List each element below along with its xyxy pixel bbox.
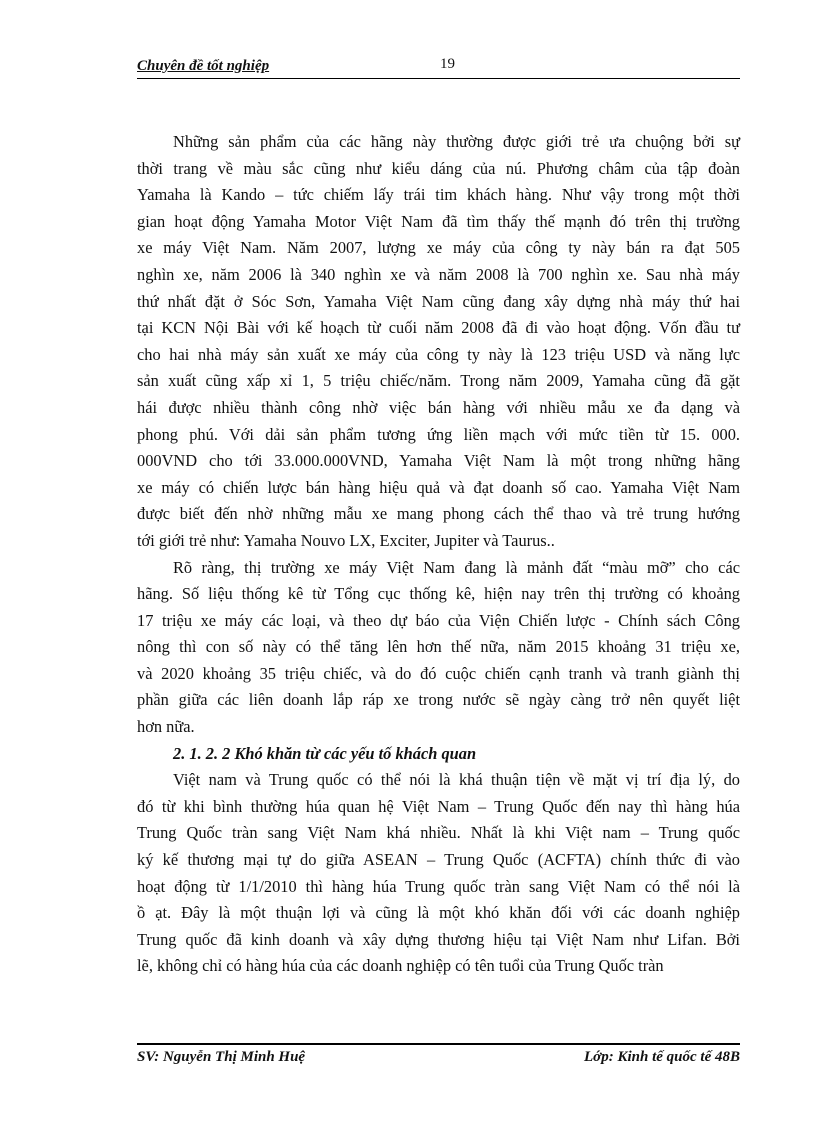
paragraph-china (137, 767, 740, 980)
header-rule (137, 78, 740, 79)
text-line: được biết đến nhờ những mẫu xe mang phong cách thể thao và trẻ trung hướng (137, 504, 740, 524)
text-line: hoạt động từ 1/1/2010 thì hàng húa Trung quốc tràn sang Việt Nam có thể nói là (137, 876, 740, 896)
page-header (137, 58, 740, 78)
text-line: thứ nhất đặt ở Sóc Sơn, Yamaha Việt Nam cũng đang xây dựng nhà máy thứ hai (137, 291, 740, 311)
paragraph-yamaha (137, 129, 740, 555)
section-heading (137, 741, 740, 768)
text-line: tại KCN Nội Bài với kế hoạch từ cuối năm 2008 đã đi vào hoạt động. Vốn đầu tư (137, 318, 740, 338)
text-line: cho hai nhà máy sản xuất xe máy của công ty này là 123 triệu USD và năng lực (137, 344, 740, 364)
text-line: đó từ khi bình thường húa quan hệ Việt Nam – Trung Quốc đến nay thì hàng húa (137, 796, 740, 816)
text-line: thời trang về màu sắc cũng như kiểu dáng của nú. Phương châm của tập đoàn (137, 158, 740, 178)
text-line: ký kế thương mại tự do giữa ASEAN – Trung Quốc (ACFTA) chính thức đi vào (137, 850, 740, 870)
document-body (137, 129, 740, 980)
text-line: Những sản phẩm của các hãng này thường được giới trẻ ưa chuộng bởi sự (173, 132, 740, 151)
text-line: và 2020 khoảng 35 triệu chiếc, và do đó cuộc chiến cạnh tranh và tranh giành thị (137, 663, 740, 683)
paragraph-market (137, 555, 740, 741)
text-line: Việt nam và Trung quốc có thể nói là khá thuận tiện về mặt vị trí địa lý, do (173, 770, 740, 790)
text-line: xe máy có chiến lược bán hàng hiệu quả và đạt doanh số cao. Yamaha Việt Nam (137, 477, 740, 497)
text-line: hái được nhiều thành công nhờ việc bán hàng với nhiều mẫu xe đa dạng và (137, 397, 740, 417)
text-line: phần giữa các liên doanh lắp ráp xe trong nước sẽ ngày càng trở nên quyết liệt (137, 690, 740, 710)
text-line: Trung Quốc tràn sang Việt Nam khá nhiều. Nhất là khi Việt nam – Trung quốc (137, 823, 740, 843)
text-line: phong phú. Với dải sản phẩm tương ứng liền mạch với mức tiền từ 15. 000. (137, 424, 740, 444)
text-line: lẽ, không chỉ có hàng húa của các doanh nghiệp có tên tuổi của Trung Quốc tràn (137, 956, 664, 976)
footer-class: Lớp: Kinh tế quốc tế 48B (584, 1049, 740, 1065)
document-title: Chuyên đề tốt nghiệp (137, 58, 270, 74)
text-line: hãng. Số liệu thống kê từ Tổng cục thống kê, hiện nay trên thị trường có khoảng (137, 584, 740, 604)
text-line: sản xuất cũng xấp xỉ 1, 5 triệu chiếc/năm. Trong năm 2009, Yamaha cũng đã gặt (137, 371, 740, 391)
text-line: tới giới trẻ như: Yamaha Nouvo LX, Exciter, Jupiter và Taurus.. (137, 530, 555, 550)
text-line: Rõ ràng, thị trường xe máy Việt Nam đang là mảnh đất “màu mỡ” cho các (173, 557, 740, 577)
text-line: xe máy Việt Nam. Năm 2007, lượng xe máy của công ty này bán ra đạt 505 (137, 238, 740, 258)
text-line: Trung quốc đã kinh doanh và xây dựng thương hiệu tại Việt Nam như Lifan. Bởi (137, 929, 740, 949)
text-line: 17 triệu xe máy các loại, và theo dự báo của Viện Chiến lược - Chính sách Công (137, 610, 740, 630)
page-number: 19 (440, 56, 455, 72)
footer-student: SV: Nguyễn Thị Minh Huệ (137, 1049, 306, 1065)
text-line: 000VND cho tới 33.000.000VND, Yamaha Việt Nam là một trong những hãng (137, 451, 740, 471)
text-line: hơn nữa. (137, 717, 195, 737)
text-line: gian hoạt động Yamaha Motor Việt Nam đã tìm thấy thế mạnh đó trên thị trường (137, 211, 740, 231)
footer-rule (137, 1043, 740, 1045)
text-line: nông thì con số này có thể tăng lên hơn thế nữa, năm 2015 khoảng 31 triệu xe, (137, 637, 740, 657)
text-line: Yamaha là Kando – tức chiếm lấy trái tim khách hàng. Như vậy trong một thời (137, 185, 740, 205)
section-heading-text: 2. 1. 2. 2 Khó khăn từ các yếu tố khách quan (173, 743, 477, 763)
text-line: ồ ạt. Đây là một thuận lợi và cũng là một khó khăn đối với các doanh nghiệp (137, 903, 740, 923)
text-line: nghìn xe, năm 2006 là 340 nghìn xe và năm 2008 là 700 nghìn xe. Sau nhà máy (137, 264, 740, 284)
